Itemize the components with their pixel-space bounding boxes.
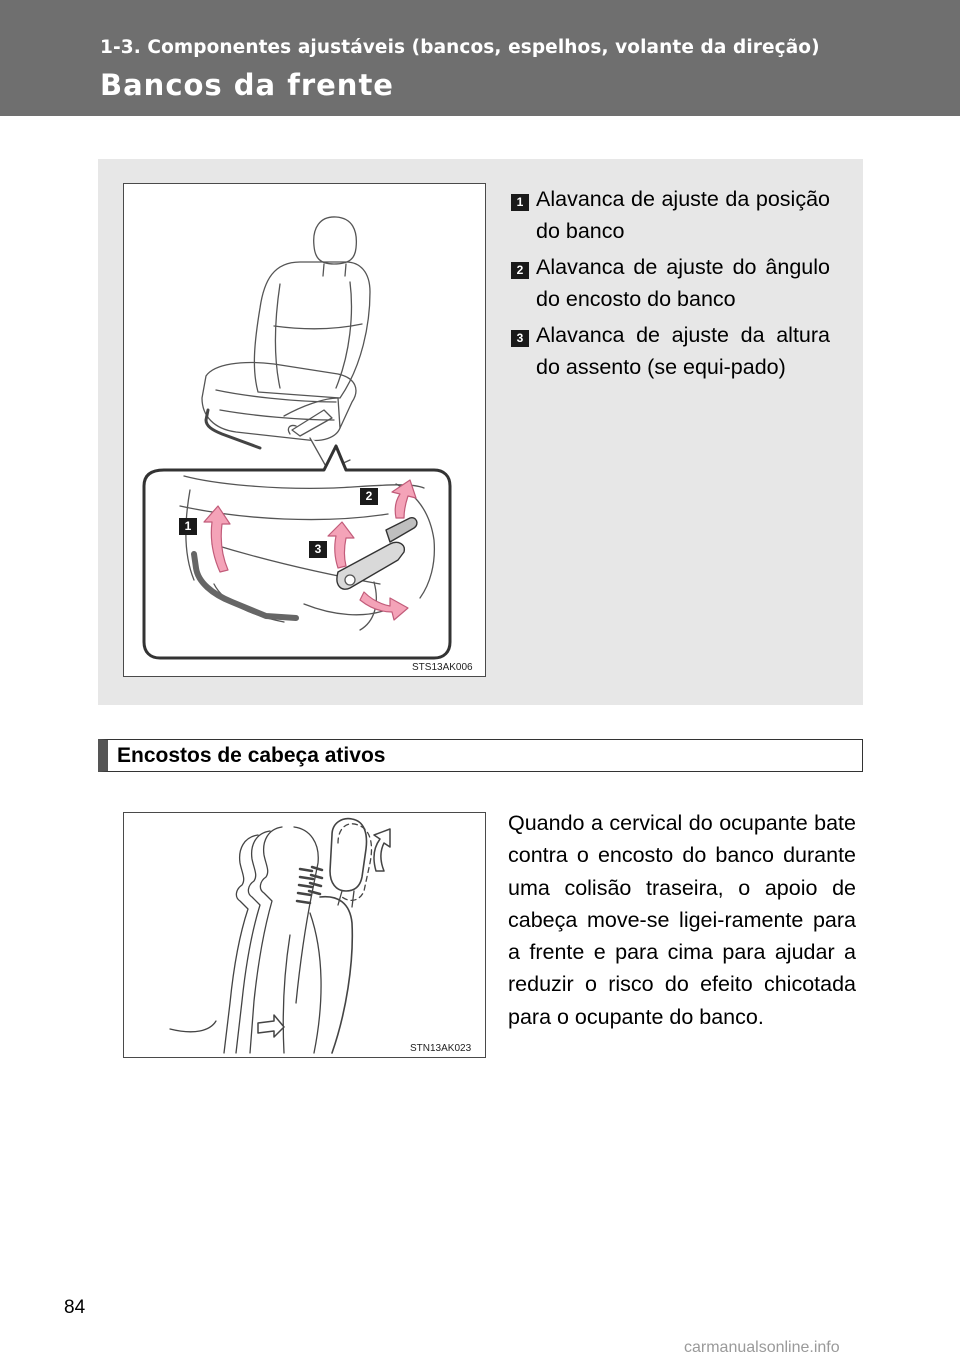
legend-text: Alavanca de ajuste da altura do assento (se equi-pado): [536, 323, 830, 379]
seat-figure: [123, 183, 486, 677]
legend: [510, 183, 830, 387]
body-paragraph: Quando a cervical do ocupante bate contra o encosto do banco durante uma colisão traseira, o apoio de cabeça move-se ligei-ramente para a frente e para cima para ajudar a reduzir o risco do efeito chicotada para o ocupante do banco.: [508, 811, 856, 1029]
callout-2: 2: [360, 488, 378, 505]
figure-code: STN13AK023: [410, 1043, 472, 1054]
section-path: 1-3. Componentes ajustáveis (bancos, espelhos, volante da direção): [100, 37, 820, 58]
page-number: 84: [64, 1297, 86, 1318]
callout-1: 1: [179, 518, 197, 535]
page-title: Bancos da frente: [100, 68, 394, 102]
legend-item: [510, 319, 830, 383]
headrest-illustration: [124, 813, 487, 1059]
legend-text: Alavanca de ajuste do ângulo do encosto do banco: [536, 255, 830, 311]
legend-item: [510, 251, 830, 315]
callout-3: 3: [309, 541, 327, 558]
legend-number: 1: [511, 194, 529, 211]
figure-code: STS13AK006: [412, 662, 473, 673]
legend-text: Alavanca de ajuste da posição do banco: [536, 187, 830, 243]
header-band: [0, 0, 960, 116]
headrest-figure: [123, 812, 486, 1058]
legend-number: 2: [511, 262, 529, 279]
legend-number: 3: [511, 330, 529, 347]
legend-item: [510, 183, 830, 247]
section-heading: Encostos de cabeça ativos: [98, 739, 863, 772]
seat-illustration: [124, 184, 487, 678]
watermark: carmanualsonline.info: [684, 1339, 840, 1356]
